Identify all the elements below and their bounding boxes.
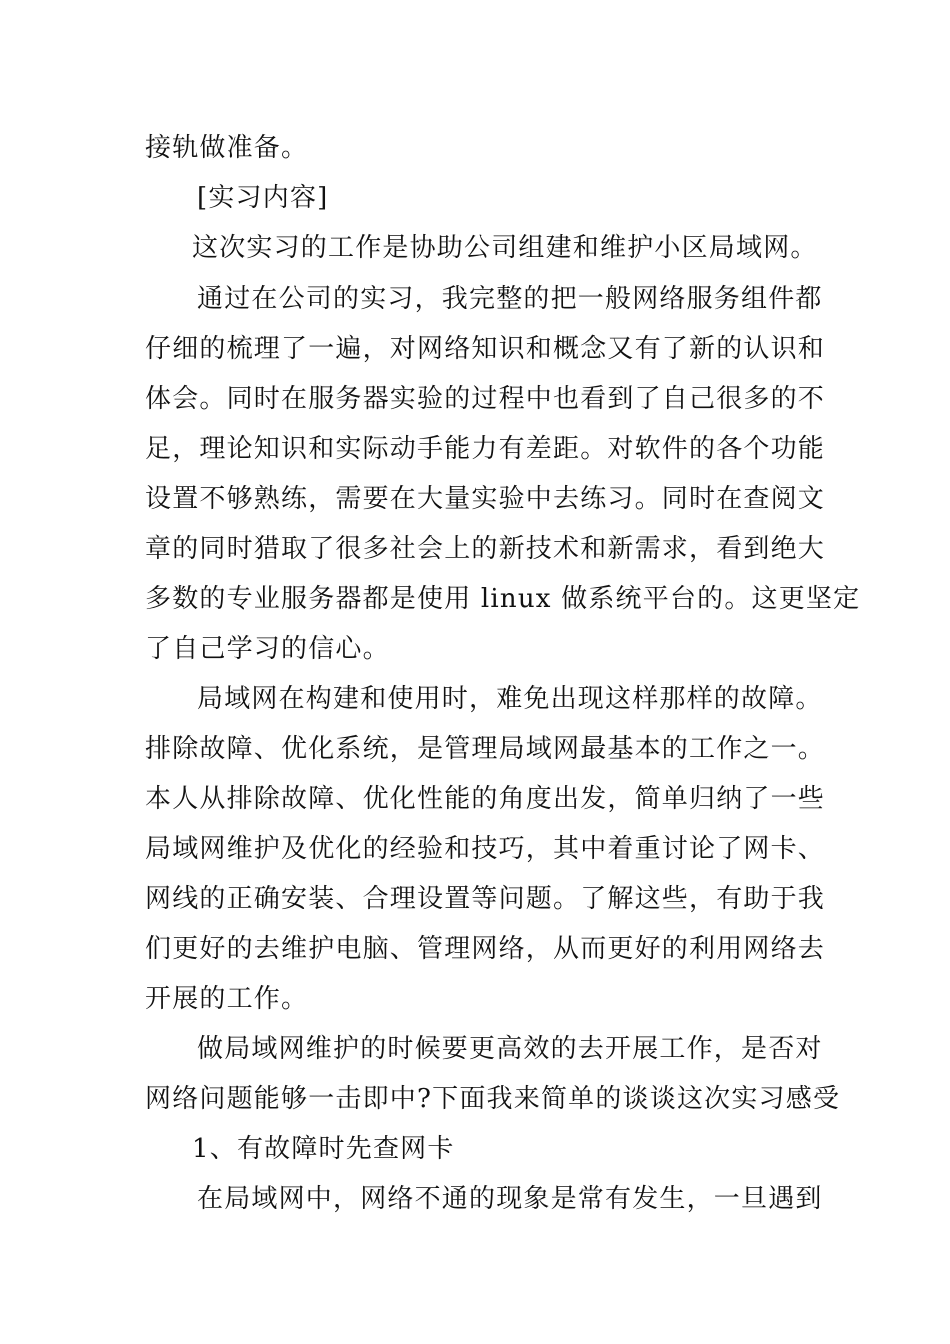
text-line: 在局域网中，网络不通的现象是常有发生，一旦遇到 — [197, 1184, 823, 1214]
text-line: 足，理论知识和实际动手能力有差距。对软件的各个功能 — [145, 434, 826, 464]
list-heading: 1、有故障时先查网卡 — [192, 1134, 455, 1164]
text-line: 们更好的去维护电脑、管理网络，从而更好的利用网络去 — [145, 934, 826, 964]
text-line: 这次实习的工作是协助公司组建和维护小区局域网。 — [192, 233, 818, 263]
text-line: 网络问题能够一击即中?下面我来简单的谈谈这次实习感受 — [145, 1084, 841, 1114]
text-line: 本人从排除故障、优化性能的角度出发，简单归纳了一些 — [145, 784, 826, 814]
text-line: 网线的正确安装、合理设置等问题。了解这些，有助于我 — [145, 884, 826, 914]
text-line: 设置不够熟练，需要在大量实验中去练习。同时在查阅文 — [145, 484, 826, 514]
text-line: 接轨做准备。 — [145, 133, 309, 163]
text-line: 局域网在构建和使用时，难免出现这样那样的故障。 — [197, 684, 823, 714]
section-heading: [实习内容] — [197, 183, 329, 213]
text-line: 多数的专业服务器都是使用 linux 做系统平台的。这更坚定 — [145, 584, 861, 614]
text-line: 开展的工作。 — [145, 984, 309, 1014]
text-line: 体会。同时在服务器实验的过程中也看到了自己很多的不 — [145, 384, 826, 414]
text-line: 局域网维护及优化的经验和技巧，其中着重讨论了网卡、 — [145, 834, 826, 864]
text-line: 了自己学习的信心。 — [145, 634, 390, 664]
text-line: 做局域网维护的时候要更高效的去开展工作，是否对 — [197, 1034, 823, 1064]
text-line: 排除故障、优化系统，是管理局域网最基本的工作之一。 — [145, 734, 826, 764]
text-line: 章的同时猎取了很多社会上的新技术和新需求，看到绝大 — [145, 534, 826, 564]
text-line: 仔细的梳理了一遍，对网络知识和概念又有了新的认识和 — [145, 334, 826, 364]
text-line: 通过在公司的实习，我完整的把一般网络服务组件都 — [197, 284, 823, 314]
